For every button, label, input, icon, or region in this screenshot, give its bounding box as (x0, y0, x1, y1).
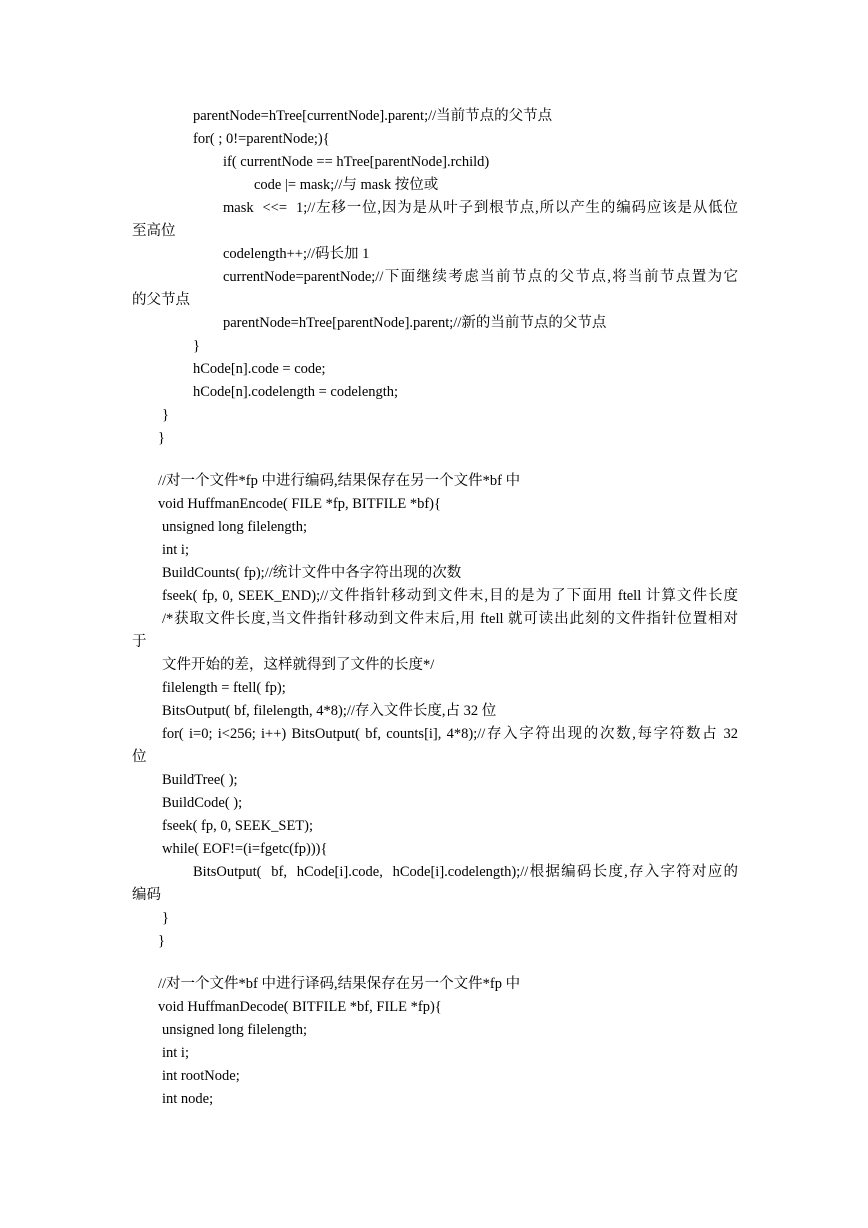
code-line: int i; (162, 542, 189, 558)
code-line: BitsOutput( bf, hCode[i].code, hCode[i].codelength);//根据编码长度,存入字符对应的 (193, 864, 738, 880)
code-line: } (193, 338, 200, 354)
code-line: int node; (162, 1091, 214, 1107)
code-line: mask <<= 1;//左移一位,因为是从叶子到根节点,所以产生的编码应该是从低位 (223, 200, 738, 216)
code-line: currentNode=parentNode;//下面继续考虑当前节点的父节点,将当前节点置为它 (223, 269, 738, 285)
code-comment: //对一个文件*bf 中进行译码,结果保存在另一个文件*fp 中 (158, 976, 521, 992)
code-line: fseek( fp, 0, SEEK_END);//文件指针移动到文件末,目的是为了下面用 ftell 计算文件长度 (162, 588, 738, 604)
code-line: BitsOutput( bf, filelength, 4*8);//存入文件长度,占 32 位 (162, 703, 497, 719)
code-line: int i; (162, 1045, 189, 1061)
code-line: /*获取文件长度,当文件指针移动到文件末后,用 ftell 就可读出此刻的文件指针位置相对 (162, 611, 738, 627)
code-line: BuildCode( ); (162, 795, 243, 811)
code-line: } (158, 933, 165, 949)
code-line: } (162, 910, 169, 926)
code-line: 文件开始的差，这样就得到了文件的长度*/ (162, 657, 435, 673)
code-line: hCode[n].codelength = codelength; (193, 384, 399, 400)
code-line: code |= mask;//与 mask 按位或 (254, 177, 439, 193)
code-line: filelength = ftell( fp); (162, 680, 286, 696)
code-line: fseek( fp, 0, SEEK_SET); (162, 818, 314, 834)
code-line: parentNode=hTree[parentNode].parent;//新的当前节点的父节点 (223, 315, 607, 331)
code-line: BuildTree( ); (162, 772, 238, 788)
code-line: int rootNode; (162, 1068, 240, 1084)
code-line-continuation: 编码 (132, 887, 161, 903)
code-line: for( i=0; i<256; i++) BitsOutput( bf, counts[i], 4*8);//存入字符出现的次数,每字符数占 32 (162, 726, 738, 742)
code-line: unsigned long filelength; (162, 1022, 307, 1038)
code-line: parentNode=hTree[currentNode].parent;//当前节点的父节点 (193, 108, 553, 124)
code-line: if( currentNode == hTree[parentNode].rchild) (223, 154, 490, 170)
code-line: hCode[n].code = code; (193, 361, 326, 377)
code-line: codelength++;//码长加 1 (223, 246, 370, 262)
function-signature: void HuffmanDecode( BITFILE *bf, FILE *fp){ (158, 999, 442, 1015)
code-line: } (162, 407, 169, 423)
function-signature: void HuffmanEncode( FILE *fp, BITFILE *bf){ (158, 496, 441, 512)
code-line: while( EOF!=(i=fgetc(fp))){ (162, 841, 328, 857)
code-line-continuation: 于 (132, 634, 147, 650)
code-line-continuation: 至高位 (132, 223, 176, 239)
code-line-continuation: 位 (132, 749, 147, 765)
code-line: unsigned long filelength; (162, 519, 307, 535)
code-line: for( ; 0!=parentNode;){ (193, 131, 330, 147)
code-line-continuation: 的父节点 (132, 292, 190, 308)
code-comment: //对一个文件*fp 中进行编码,结果保存在另一个文件*bf 中 (158, 473, 521, 489)
code-line: } (158, 430, 165, 446)
code-line: BuildCounts( fp);//统计文件中各字符出现的次数 (162, 565, 462, 581)
